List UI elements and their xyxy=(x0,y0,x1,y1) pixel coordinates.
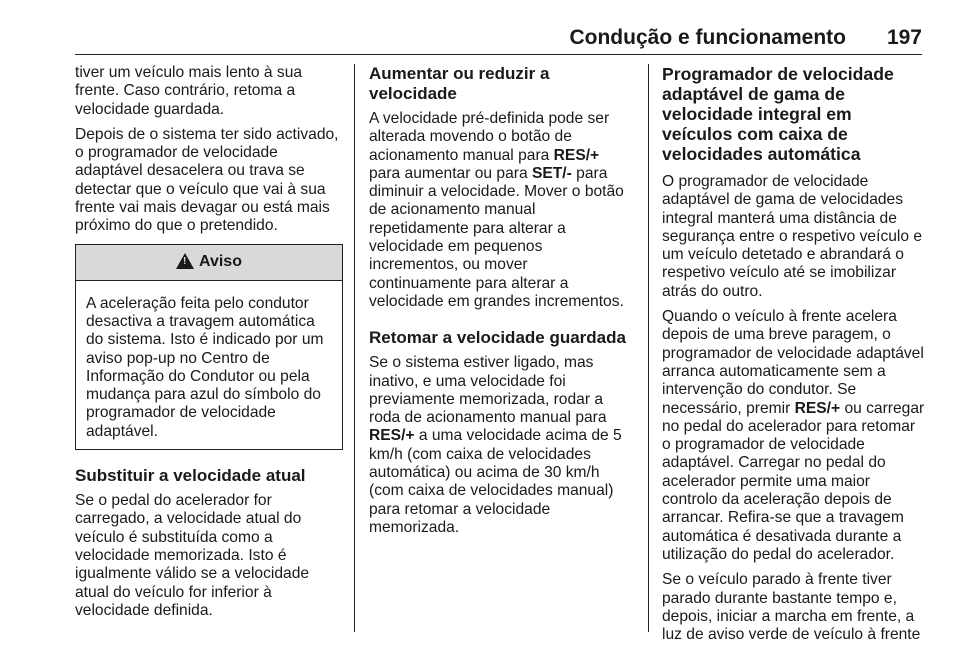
paragraph: O programador de velocidade adaptável de gama de velocidades integral manterá uma distância de segurança entre o respetivo veículo e um veículo detetado e abrandará o respetivo veículo até se imobilizar atrás do outro. xyxy=(662,173,923,300)
paragraph xyxy=(369,110,633,311)
page-number: 197 xyxy=(886,26,922,49)
column-middle xyxy=(369,64,633,544)
paragraph: Se o veículo parado à frente tiver parado durante bastante tempo e, depois, iniciar a marcha em frente, a luz de aviso verde de veículo à frente xyxy=(662,571,921,644)
warning-box xyxy=(75,244,343,450)
page-header xyxy=(75,26,922,55)
paragraph: Depois de o sistema ter sido activado, o programador de velocidade adaptável desacelera ou trava se detectar que o veículo que vai à sua frente vai mais devagar ou está mais próximo do que o pretendido. xyxy=(75,125,339,235)
text-run: para diminuir a velocidade. Mover o botão de acionamento manual repetidamente para alterar a velocidade em pequenos incrementos, ou mover continuamente para alterar a velocidade em grandes incrementos. xyxy=(369,164,624,310)
warning-title: Aviso xyxy=(199,253,242,271)
button-label-res: RES/+ xyxy=(553,146,600,164)
text-run: Quando o veículo à frente acelera depois de uma breve paragem, o programador de velocidade adaptável arranca automaticamente sem a intervenção do condutor. Se necessário, premir xyxy=(662,308,924,417)
button-label-res: RES/+ xyxy=(369,427,415,445)
column-right xyxy=(662,64,926,651)
paragraph xyxy=(369,354,633,537)
column-divider xyxy=(354,64,355,632)
text-run: ou carregar no pedal do acelerador para retomar o programador de velocidade adaptável. Carregar no pedal do acelerador permite uma maior controlo da aceleração depois de arrancar. Refira-se que a travagem automática é desativada durante a utilização do pedal do acelerador. xyxy=(662,399,925,563)
heading-aumentar: Aumentar ou reduzir a velocidade xyxy=(369,64,550,103)
column-divider xyxy=(648,64,649,632)
button-label-set: SET/- xyxy=(531,164,572,182)
warning-triangle-icon xyxy=(176,253,194,269)
warning-header xyxy=(76,245,342,281)
text-run: a uma velocidade acima de 5 km/h (com caixa de velocidades automática) ou acima de 30 km/h (com caixa de velocidades manual) para retomar a velocidade memorizada. xyxy=(369,427,622,536)
heading-programador: Programador de velocidade adaptável de gama de velocidade integral em veículos com caixa de velocidades automática xyxy=(662,64,894,164)
warning-text: A aceleração feita pelo condutor desactiva a travagem automática do sistema. Isto é indicado por um aviso pop-up no Centro de Informação do Condutor ou pela mudança para azul do símbolo do programador de velocidade adaptável. xyxy=(86,294,324,440)
paragraph: tiver um veículo mais lento à sua frente. Caso contrário, retoma a velocidade guardada. xyxy=(75,64,303,118)
text-run: para aumentar ou para xyxy=(369,164,532,182)
heading-retomar: Retomar a velocidade guardada xyxy=(369,328,626,348)
paragraph: Se o pedal do acelerador for carregado, a velocidade atual do veículo é substituída como a velocidade memorizada. Isto é igualmente válido se a velocidade atual do veículo for inferior à velocidade definida. xyxy=(75,492,310,619)
paragraph xyxy=(662,308,926,564)
button-label-res: RES/+ xyxy=(794,399,841,417)
text-run: Se o sistema estiver ligado, mas inativo, e uma velocidade foi previamente memorizada, rodar a roda de acionamento manual para xyxy=(369,354,607,427)
column-left xyxy=(75,64,343,627)
section-title: Condução e funcionamento xyxy=(569,26,846,49)
heading-substituir: Substituir a velocidade atual xyxy=(75,466,306,486)
text-run: A velocidade pré-definida pode ser alterada movendo o botão de acionamento manual para xyxy=(369,110,610,164)
